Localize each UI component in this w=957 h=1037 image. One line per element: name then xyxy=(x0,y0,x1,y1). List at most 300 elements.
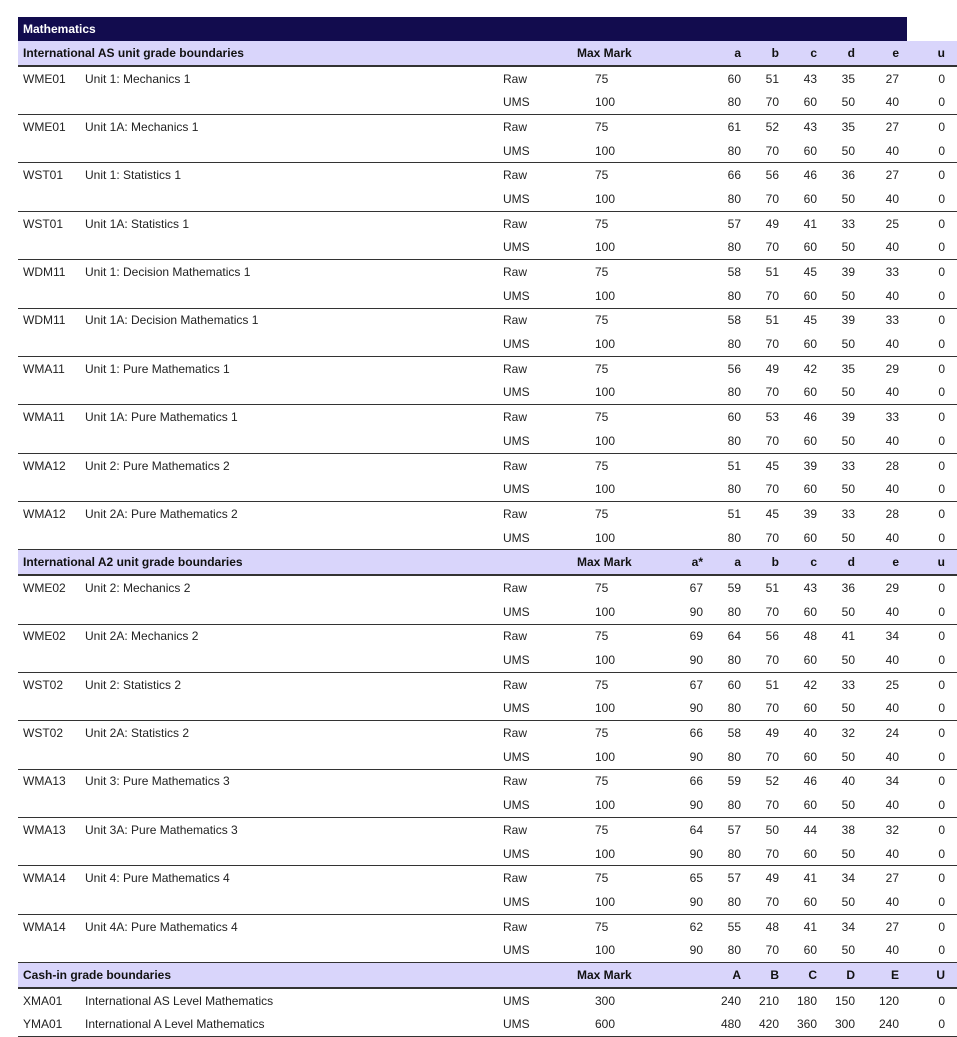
table-row xyxy=(18,356,957,380)
max-mark: 75 xyxy=(555,115,635,139)
grade-boundary-value: 60 xyxy=(787,648,825,672)
grade-boundary-value: 40 xyxy=(863,90,907,114)
grade-boundary-value: 90 xyxy=(673,600,711,624)
spacer xyxy=(635,648,673,672)
grade-boundary-value: 50 xyxy=(825,938,863,962)
grade-boundary-value: 70 xyxy=(749,139,787,163)
spacer xyxy=(635,115,673,139)
table-row xyxy=(18,1013,957,1037)
max-mark: 75 xyxy=(555,866,635,890)
spacer xyxy=(635,260,673,284)
mark-type: UMS xyxy=(503,90,555,114)
max-mark: 600 xyxy=(555,1013,635,1037)
max-mark: 100 xyxy=(555,697,635,721)
grade-boundary-value: 90 xyxy=(673,793,711,817)
grade-boundary-value: 80 xyxy=(711,90,749,114)
unit-code: WMA14 xyxy=(18,866,85,890)
grade-header: c xyxy=(787,41,825,66)
grade-boundary-value: 40 xyxy=(787,721,825,745)
grade-header: a xyxy=(711,41,749,66)
grade-boundary-value: 43 xyxy=(787,115,825,139)
grade-boundary-value: 80 xyxy=(711,745,749,769)
grade-boundary-value: 40 xyxy=(863,600,907,624)
mark-type: Raw xyxy=(503,260,555,284)
subject-title: Mathematics xyxy=(18,17,907,41)
unit-code: WMA13 xyxy=(18,818,85,842)
mark-type: Raw xyxy=(503,211,555,235)
grade-boundary-value: 41 xyxy=(787,914,825,938)
mark-type: UMS xyxy=(503,429,555,453)
spacer xyxy=(635,866,673,890)
unit-title: Unit 3A: Pure Mathematics 3 xyxy=(85,818,503,842)
unit-code xyxy=(18,139,85,163)
grade-boundary-value: 0 xyxy=(907,914,957,938)
unit-code xyxy=(18,381,85,405)
grade-header: A xyxy=(711,963,749,988)
grade-boundary-value: 50 xyxy=(825,284,863,308)
max-mark: 100 xyxy=(555,648,635,672)
spacer xyxy=(635,963,673,988)
max-mark: 75 xyxy=(555,721,635,745)
max-mark: 100 xyxy=(555,745,635,769)
grade-boundary-value: 70 xyxy=(749,477,787,501)
grade-boundary-value: 35 xyxy=(825,115,863,139)
mark-type: UMS xyxy=(503,842,555,866)
grade-boundary-value: 0 xyxy=(907,745,957,769)
mark-type: Raw xyxy=(503,71,528,86)
grade-boundary-value: 49 xyxy=(749,211,787,235)
unit-code xyxy=(18,90,85,114)
grade-boundary-value: 42 xyxy=(787,672,825,696)
grade-boundary-value: 33 xyxy=(825,453,863,477)
grade-boundary-value: 67 xyxy=(689,580,703,595)
grade-boundary-value: 51 xyxy=(765,580,779,595)
grade-boundary-value: 90 xyxy=(673,697,711,721)
max-mark: 75 xyxy=(555,502,635,526)
grade-boundary-value: 60 xyxy=(787,236,825,260)
grade-boundary-value: 70 xyxy=(749,648,787,672)
grade-boundary-value: 0 xyxy=(907,890,957,914)
max-mark: 100 xyxy=(555,477,635,501)
unit-title: International AS Level Mathematics xyxy=(85,993,274,1008)
grade-boundary-value: 69 xyxy=(673,624,711,648)
grade-header: u xyxy=(907,41,957,66)
max-mark: 100 xyxy=(555,429,635,453)
grade-boundary-value: 50 xyxy=(825,842,863,866)
unit-code xyxy=(18,842,85,866)
grade-boundary-value: 90 xyxy=(673,842,711,866)
grade-boundary-value: 80 xyxy=(711,429,749,453)
grade-boundary-value xyxy=(673,284,711,308)
table-row xyxy=(18,793,957,817)
max-mark: 100 xyxy=(555,236,635,260)
grade-boundary-value: 46 xyxy=(787,769,825,793)
unit-title xyxy=(85,648,503,672)
grade-boundary-value: 28 xyxy=(863,453,907,477)
grade-boundary-value: 25 xyxy=(863,211,907,235)
table-row xyxy=(18,502,957,526)
grade-boundary-value: 70 xyxy=(749,381,787,405)
unit-title: Unit 2: Pure Mathematics 2 xyxy=(85,453,503,477)
grade-boundary-value: 60 xyxy=(787,381,825,405)
table-row xyxy=(18,914,957,938)
mark-type: UMS xyxy=(503,332,555,356)
grade-boundary-value: 240 xyxy=(720,993,741,1008)
grade-boundary-value: 240 xyxy=(863,1013,907,1037)
unit-title xyxy=(85,938,503,962)
spacer xyxy=(635,187,673,211)
grade-boundary-value: 60 xyxy=(787,938,825,962)
grade-boundaries-document xyxy=(18,17,945,1037)
grade-boundary-value: 0 xyxy=(907,477,957,501)
grade-boundary-value: 40 xyxy=(863,697,907,721)
unit-code xyxy=(18,236,85,260)
grade-boundary-value: 50 xyxy=(825,745,863,769)
grade-boundary-value: 210 xyxy=(758,993,779,1008)
grade-boundary-value: 360 xyxy=(787,1013,825,1037)
max-mark: 100 xyxy=(555,938,635,962)
grade-boundary-value: 48 xyxy=(749,914,787,938)
grade-boundary-value: 39 xyxy=(787,453,825,477)
grade-boundary-value: 0 xyxy=(907,429,957,453)
grade-boundary-value: 40 xyxy=(863,284,907,308)
table-row xyxy=(18,648,957,672)
grade-boundary-value: 39 xyxy=(787,502,825,526)
grade-boundary-value xyxy=(673,453,711,477)
mark-type: Raw xyxy=(503,721,555,745)
grade-boundary-value: 41 xyxy=(825,624,863,648)
unit-code: WST01 xyxy=(18,211,85,235)
spacer xyxy=(635,624,673,648)
unit-title xyxy=(85,284,503,308)
grade-boundary-value xyxy=(673,115,711,139)
max-mark-header: Max Mark xyxy=(555,41,635,66)
grade-header xyxy=(673,41,711,66)
grade-boundary-value: 0 xyxy=(907,139,957,163)
max-mark: 100 xyxy=(555,139,635,163)
unit-code: WME01 xyxy=(18,115,85,139)
grade-boundary-value: 60 xyxy=(787,477,825,501)
grade-boundary-value: 50 xyxy=(825,648,863,672)
grade-boundary-value: 40 xyxy=(863,526,907,550)
grade-header: d xyxy=(825,41,863,66)
grade-boundary-value: 56 xyxy=(749,624,787,648)
unit-title: Unit 4: Pure Mathematics 4 xyxy=(85,866,503,890)
mark-type: Raw xyxy=(503,115,555,139)
grade-boundary-value: 80 xyxy=(711,477,749,501)
grade-boundary-value: 120 xyxy=(878,993,899,1008)
grade-boundary-value: 0 xyxy=(938,580,945,595)
grade-boundary-value: 70 xyxy=(749,236,787,260)
grade-boundary-value: 0 xyxy=(907,308,957,332)
max-mark: 100 xyxy=(555,332,635,356)
grade-boundary-value: 80 xyxy=(711,381,749,405)
unit-code xyxy=(18,697,85,721)
grade-boundary-value: 40 xyxy=(863,332,907,356)
grade-boundary-value: 29 xyxy=(863,356,907,380)
unit-code xyxy=(18,745,85,769)
grade-boundary-value: 70 xyxy=(749,90,787,114)
spacer xyxy=(635,769,673,793)
grade-boundary-value: 0 xyxy=(907,211,957,235)
max-mark: 75 xyxy=(595,580,609,595)
unit-title: Unit 3: Pure Mathematics 3 xyxy=(85,769,503,793)
grade-boundary-value: 0 xyxy=(907,236,957,260)
spacer xyxy=(635,41,673,66)
unit-code xyxy=(18,526,85,550)
mark-type: Raw xyxy=(503,672,555,696)
max-mark: 100 xyxy=(555,600,635,624)
table-row xyxy=(18,526,957,550)
spacer xyxy=(635,139,673,163)
grade-header: U xyxy=(907,963,957,988)
unit-code xyxy=(18,477,85,501)
mark-type: Raw xyxy=(503,769,555,793)
grade-header: E xyxy=(863,963,907,988)
grade-boundary-value: 0 xyxy=(907,381,957,405)
max-mark: 75 xyxy=(555,624,635,648)
section-header xyxy=(18,550,957,575)
mark-type: UMS xyxy=(503,236,555,260)
grade-boundary-value: 36 xyxy=(825,163,863,187)
mark-type: UMS xyxy=(503,938,555,962)
mark-type: UMS xyxy=(503,697,555,721)
grade-boundary-value: 25 xyxy=(863,672,907,696)
grade-boundary-value xyxy=(673,308,711,332)
grade-boundary-value: 70 xyxy=(749,284,787,308)
grade-boundary-value: 0 xyxy=(907,818,957,842)
spacer xyxy=(635,211,673,235)
table-row xyxy=(18,745,957,769)
grade-boundary-value: 38 xyxy=(825,818,863,842)
unit-code: WME02 xyxy=(23,580,66,595)
unit-title xyxy=(85,793,503,817)
table-row xyxy=(18,938,957,962)
unit-title: Unit 1A: Pure Mathematics 1 xyxy=(85,405,503,429)
grade-boundary-value: 53 xyxy=(749,405,787,429)
unit-code: WDM11 xyxy=(18,308,85,332)
unit-title: Unit 4A: Pure Mathematics 4 xyxy=(85,914,503,938)
spacer xyxy=(635,405,673,429)
table-row xyxy=(18,429,957,453)
mark-type: Raw xyxy=(503,356,555,380)
unit-code: YMA01 xyxy=(18,1013,85,1037)
grade-boundaries-table xyxy=(18,41,957,1037)
grade-boundary-value xyxy=(673,90,711,114)
table-row xyxy=(18,672,957,696)
spacer xyxy=(635,600,673,624)
grade-boundary-value: 40 xyxy=(863,842,907,866)
grade-boundary-value: 80 xyxy=(711,526,749,550)
spacer xyxy=(635,1013,673,1037)
grade-boundary-value: 70 xyxy=(749,332,787,356)
grade-boundary-value: 51 xyxy=(749,260,787,284)
grade-boundary-value: 45 xyxy=(787,308,825,332)
grade-boundary-value: 0 xyxy=(907,332,957,356)
table-row xyxy=(18,721,957,745)
grade-boundary-value: 0 xyxy=(938,71,945,86)
max-mark: 75 xyxy=(555,405,635,429)
grade-boundary-value: 62 xyxy=(673,914,711,938)
grade-boundary-value: 27 xyxy=(863,914,907,938)
grade-boundary-value: 50 xyxy=(825,429,863,453)
mark-type: UMS xyxy=(503,284,555,308)
grade-boundary-value: 50 xyxy=(825,90,863,114)
grade-boundary-value: 0 xyxy=(907,187,957,211)
grade-boundary-value: 27 xyxy=(885,71,899,86)
unit-code: WME02 xyxy=(18,624,85,648)
grade-boundary-value: 33 xyxy=(863,260,907,284)
grade-boundary-value: 60 xyxy=(711,672,749,696)
grade-boundary-value: 60 xyxy=(787,745,825,769)
spacer xyxy=(635,721,673,745)
mark-type: Raw xyxy=(503,502,555,526)
section-header xyxy=(18,41,957,66)
mark-type: UMS xyxy=(503,648,555,672)
max-mark: 75 xyxy=(555,672,635,696)
spacer xyxy=(635,381,673,405)
spacer xyxy=(635,818,673,842)
grade-boundary-value: 70 xyxy=(749,429,787,453)
grade-boundary-value: 39 xyxy=(825,260,863,284)
max-mark: 100 xyxy=(555,526,635,550)
grade-boundary-value: 50 xyxy=(825,236,863,260)
grade-header: b xyxy=(749,550,787,575)
mark-type: UMS xyxy=(503,890,555,914)
grade-boundary-value: 50 xyxy=(825,793,863,817)
mark-type: Raw xyxy=(503,914,555,938)
grade-boundary-value: 51 xyxy=(765,71,779,86)
unit-title: Unit 2A: Statistics 2 xyxy=(85,721,503,745)
table-row xyxy=(18,187,957,211)
spacer xyxy=(635,477,673,501)
max-mark: 75 xyxy=(555,308,635,332)
grade-boundary-value: 70 xyxy=(749,842,787,866)
table-row xyxy=(18,211,957,235)
unit-title: Unit 2A: Mechanics 2 xyxy=(85,624,503,648)
grade-boundary-value: 70 xyxy=(749,187,787,211)
spacer xyxy=(635,308,673,332)
spacer xyxy=(635,938,673,962)
mark-type: UMS xyxy=(503,477,555,501)
unit-title xyxy=(85,526,503,550)
unit-code xyxy=(18,429,85,453)
mark-type: Raw xyxy=(503,818,555,842)
grade-boundary-value: 27 xyxy=(863,163,907,187)
grade-header: c xyxy=(787,550,825,575)
mark-type: UMS xyxy=(503,139,555,163)
unit-title: Unit 1A: Decision Mathematics 1 xyxy=(85,308,503,332)
grade-boundary-value: 40 xyxy=(863,477,907,501)
grade-boundary-value: 60 xyxy=(787,697,825,721)
grade-boundary-value: 0 xyxy=(907,356,957,380)
grade-boundary-value: 70 xyxy=(749,890,787,914)
unit-title xyxy=(85,477,503,501)
unit-title: Unit 1: Pure Mathematics 1 xyxy=(85,356,503,380)
grade-boundary-value: 60 xyxy=(787,890,825,914)
grade-boundary-value xyxy=(673,332,711,356)
grade-boundary-value: 80 xyxy=(711,332,749,356)
grade-boundary-value: 0 xyxy=(907,769,957,793)
grade-header: B xyxy=(749,963,787,988)
mark-type: UMS xyxy=(503,381,555,405)
grade-boundary-value: 36 xyxy=(841,580,855,595)
max-mark: 100 xyxy=(555,90,635,114)
grade-boundary-value: 90 xyxy=(673,890,711,914)
max-mark: 75 xyxy=(555,914,635,938)
spacer xyxy=(635,66,673,91)
unit-code: WST02 xyxy=(18,672,85,696)
grade-boundary-value: 80 xyxy=(711,236,749,260)
grade-boundary-value: 80 xyxy=(711,284,749,308)
mark-type: UMS xyxy=(503,600,555,624)
grade-boundary-value: 40 xyxy=(863,236,907,260)
grade-boundary-value: 50 xyxy=(825,477,863,501)
table-row xyxy=(18,769,957,793)
spacer xyxy=(635,284,673,308)
grade-header: D xyxy=(825,963,863,988)
grade-boundary-value: 33 xyxy=(825,672,863,696)
max-mark: 100 xyxy=(555,842,635,866)
grade-boundary-value: 46 xyxy=(787,405,825,429)
grade-boundary-value: 40 xyxy=(863,139,907,163)
spacer xyxy=(635,914,673,938)
grade-boundary-value: 50 xyxy=(825,381,863,405)
unit-title: Unit 1A: Mechanics 1 xyxy=(85,115,503,139)
grade-boundary-value: 33 xyxy=(825,211,863,235)
grade-boundary-value: 80 xyxy=(711,600,749,624)
table-row xyxy=(18,575,957,600)
grade-boundary-value: 49 xyxy=(749,866,787,890)
grade-header: e xyxy=(863,41,907,66)
grade-boundary-value: 27 xyxy=(863,866,907,890)
mark-type: Raw xyxy=(503,580,528,595)
table-row xyxy=(18,624,957,648)
mark-type: Raw xyxy=(503,453,555,477)
grade-boundary-value: 150 xyxy=(834,993,855,1008)
grade-boundary-value: 65 xyxy=(673,866,711,890)
grade-boundary-value: 66 xyxy=(673,721,711,745)
grade-boundary-value: 70 xyxy=(749,526,787,550)
grade-boundary-value: 0 xyxy=(907,260,957,284)
unit-title: Unit 2: Mechanics 2 xyxy=(85,580,191,595)
grade-boundary-value: 52 xyxy=(749,769,787,793)
grade-boundary-value: 60 xyxy=(787,332,825,356)
grade-boundary-value xyxy=(673,163,711,187)
grade-boundary-value: 57 xyxy=(711,818,749,842)
grade-boundary-value: 51 xyxy=(749,308,787,332)
grade-boundary-value: 39 xyxy=(825,405,863,429)
grade-boundary-value: 66 xyxy=(711,163,749,187)
unit-code xyxy=(18,793,85,817)
max-mark: 75 xyxy=(595,71,609,86)
grade-boundary-value: 55 xyxy=(711,914,749,938)
max-mark: 75 xyxy=(555,356,635,380)
unit-code xyxy=(18,890,85,914)
grade-header xyxy=(673,963,711,988)
table-row xyxy=(18,381,957,405)
grade-boundary-value: 300 xyxy=(825,1013,863,1037)
mark-type: Raw xyxy=(503,866,555,890)
grade-boundary-value: 80 xyxy=(711,890,749,914)
grade-boundary-value xyxy=(673,502,711,526)
grade-boundary-value: 33 xyxy=(825,502,863,526)
grade-boundary-value: 0 xyxy=(907,405,957,429)
unit-title xyxy=(85,429,503,453)
spacer xyxy=(635,163,673,187)
unit-title xyxy=(85,90,503,114)
grade-boundary-value: 58 xyxy=(711,260,749,284)
